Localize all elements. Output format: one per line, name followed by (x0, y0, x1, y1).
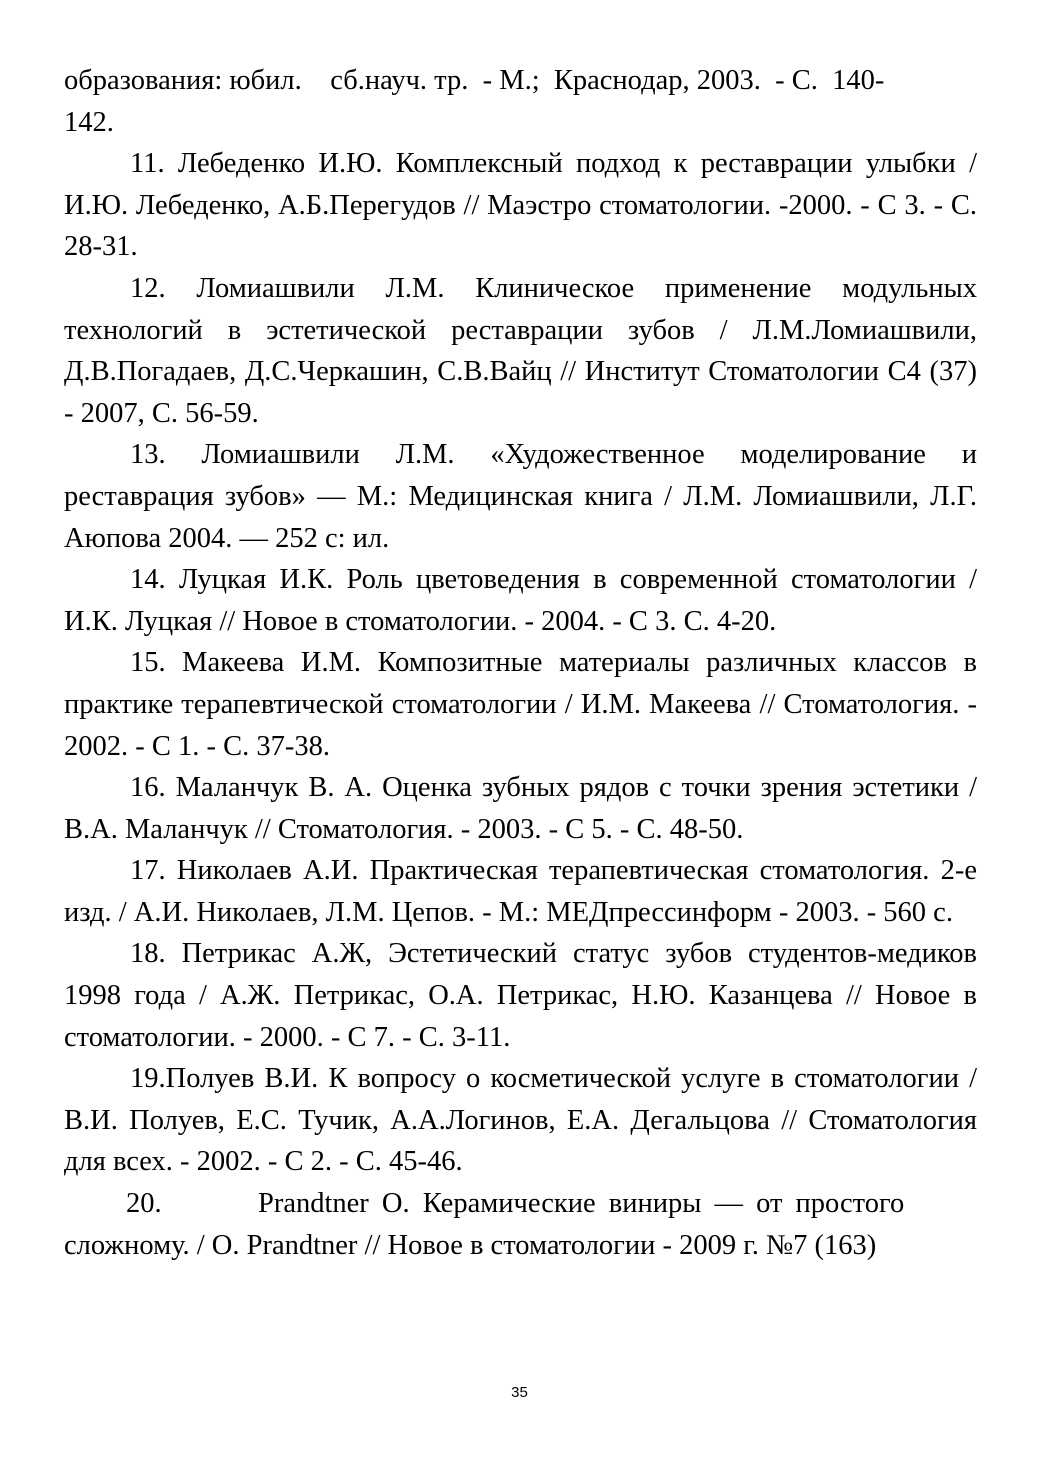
reference-20-line-1: Prandtner О. Керамические виниры — от простого (258, 1188, 905, 1220)
reference-item-16: 16. Маланчук В. А. Оценка зубных рядов с точки зрения эстетики / В.А. Маланчук // Стоматология. - 2003. - С 5. - С. 48-50. (64, 772, 977, 845)
reference-list (64, 60, 977, 1266)
reference-item-17: 17. Николаев А.И. Практическая терапевтическая стоматология. 2-е изд. / А.И. Николаев, Л.М. Цепов. - М.: МЕДпрессинформ - 2003. - 560 с. (64, 855, 977, 928)
continued-reference-line-2: 142. (64, 106, 114, 138)
reference-20-line-2: сложному. / О. Prandtner // Новое в стоматологии - 2009 г. №7 (163) (64, 1229, 877, 1261)
continued-reference-line-1: образования: юбил. сб.науч. тр. - М.; Краснодар, 2003. - С. 140- (64, 65, 885, 96)
reference-item-19: 19.Полуев В.И. К вопросу о косметической услуге в стоматологии / В.И. Полуев, Е.С. Тучик, А.А.Логинов, Е.А. Дегальцова // Стоматология для всех. - 2002. - С 2. - С. 45-46. (64, 1063, 977, 1178)
reference-item-15: 15. Макеева И.М. Композитные материалы различных классов в практике терапевтической стоматологии / И.М. Макеева // Стоматология. - 2002. - С 1. - С. 37-38. (64, 647, 977, 762)
reference-20-first-line (64, 1188, 904, 1219)
reference-item-20 (64, 1183, 977, 1266)
reference-20-number: 20. (126, 1188, 162, 1220)
reference-item-12: 12. Ломиашвили Л.М. Клиническое применение модульных технологий в эстетической реставрации зубов / Л.М.Ломиашвили, Д.В.Погадаев, Д.С.Черкашин, С.В.Вайц // Институт Стоматологии С4 (37) - 2007, С. 56-59. (64, 272, 977, 429)
reference-item-13: 13. Ломиашвили Л.М. «Художественное моделирование и реставрация зубов» — М.: Медицинская книга / Л.М. Ломиашвили, Л.Г. Аюпова 2004. — 252 с: ил. (64, 439, 977, 554)
reference-item-18: 18. Петрикас А.Ж, Эстетический статус зубов студентов-медиков 1998 года / А.Ж. Петрикас, О.А. Петрикас, Н.Ю. Казанцева // Новое в стоматологии. - 2000. - С 7. - С. 3-11. (64, 938, 977, 1053)
continued-reference (64, 60, 977, 143)
reference-item-14: 14. Луцкая И.К. Роль цветоведения в современной стоматологии / И.К. Луцкая // Новое в стоматологии. - 2004. - С 3. С. 4-20. (64, 564, 977, 637)
page-number: 35 (511, 1384, 528, 1401)
reference-item-11: 11. Лебеденко И.Ю. Комплексный подход к реставрации улыбки / И.Ю. Лебеденко, А.Б.Перегудов // Маэстро стоматологии. -2000. - С 3. - С. 28-31. (64, 148, 977, 263)
